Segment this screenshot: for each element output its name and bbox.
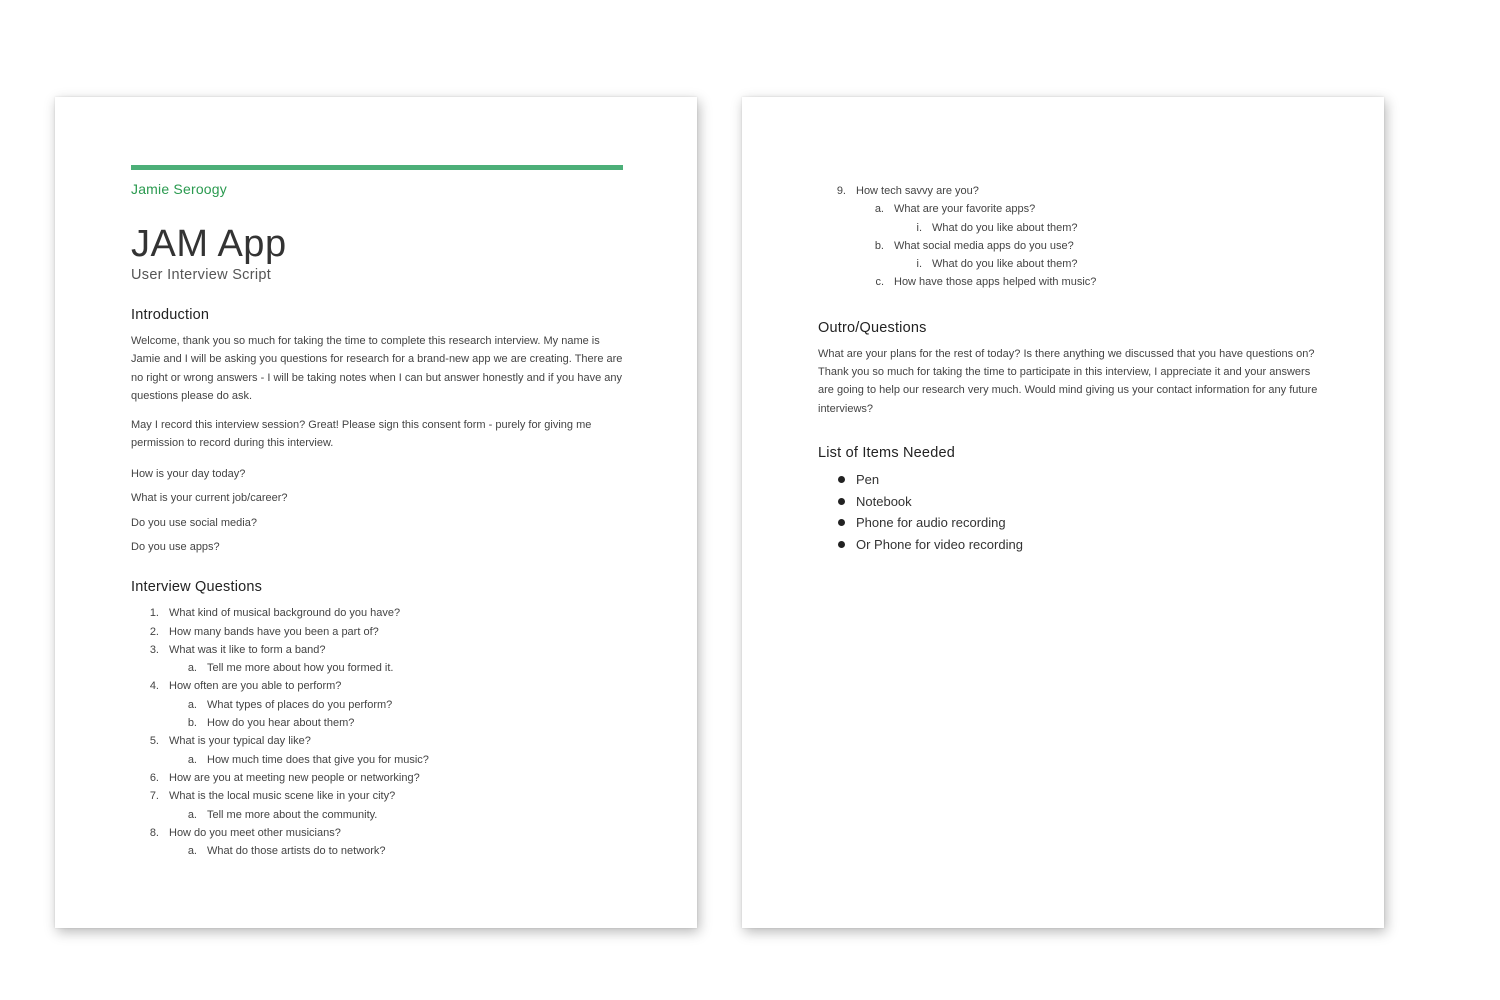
list-item-label: What are your favorite apps?: [894, 203, 1036, 216]
list-item-label: How have those apps helped with music?: [894, 276, 1097, 289]
list-item-marker: a.: [187, 698, 197, 711]
document-page-2: [742, 97, 1384, 928]
list-item-label: What was it like to form a band?: [169, 643, 326, 656]
list-item: [131, 623, 623, 641]
list-item: [131, 824, 623, 842]
list-item: [818, 512, 1318, 534]
warmup-question: Do you use apps?: [131, 541, 220, 554]
interview-questions-heading: Interview Questions: [131, 579, 263, 596]
list-item-label: How often are you able to perform?: [169, 680, 342, 693]
list-item-marker: 8.: [149, 826, 159, 839]
items-needed-heading: List of Items Needed: [818, 444, 955, 461]
list-item-label: Tell me more about the community.: [207, 808, 378, 821]
list-item-label: Pen: [856, 471, 880, 487]
list-item-label: How much time does that give you for music?: [207, 753, 429, 766]
list-item-label: What do you like about them?: [932, 221, 1078, 234]
author-name: Jamie Seroogy: [131, 181, 227, 197]
document-page-1: [55, 97, 697, 928]
list-item: [818, 182, 1318, 200]
list-item: [131, 732, 623, 750]
list-item: [131, 659, 623, 677]
list-item-label: How tech savvy are you?: [856, 185, 979, 197]
list-item: [131, 842, 623, 860]
list-item: [818, 469, 1318, 491]
list-item-marker: b.: [187, 717, 197, 730]
continued-questions-list: [818, 182, 1318, 292]
outro-paragraph: What are your plans for the rest of today? Is there anything we discussed that you have questions on? Thank you so much for taking the time to participate in this interview, I appreciate it and your answers are going to help our research very much. Would mind giving us your contact information for any future interviews?: [818, 347, 1318, 415]
document-title: JAM App: [131, 223, 287, 265]
list-item: [131, 604, 623, 622]
list-item: [818, 219, 1318, 237]
outro-heading: Outro/Questions: [818, 319, 927, 336]
list-item-label: What social media apps do you use?: [894, 239, 1074, 252]
list-item-label: Notebook: [856, 493, 912, 509]
list-item: [818, 255, 1318, 273]
list-item: [818, 534, 1318, 556]
interview-questions-list: [131, 604, 623, 860]
list-item: [818, 200, 1318, 218]
list-item-label: What is your typical day like?: [169, 735, 311, 748]
page-2-content: [818, 182, 1318, 556]
consent-paragraph: May I record this interview session? Great! Please sign this consent form - purely for giving me permission to record during this interview.: [131, 419, 592, 450]
list-item-marker: a.: [187, 753, 197, 766]
list-item-label: How do you hear about them?: [207, 717, 355, 730]
list-item: [131, 677, 623, 695]
list-item-label: Phone for audio recording: [856, 515, 1006, 531]
warmup-question: What is your current job/career?: [131, 492, 288, 505]
list-item-label: What do you like about them?: [932, 258, 1078, 271]
list-item: [131, 641, 623, 659]
list-item-marker: a.: [187, 845, 197, 858]
warmup-question: Do you use social media?: [131, 516, 257, 529]
list-item-marker: 9.: [836, 185, 846, 197]
list-item: [818, 273, 1318, 291]
list-item-marker: a.: [874, 203, 884, 216]
list-item-marker: a.: [187, 808, 197, 821]
list-item: [131, 714, 623, 732]
list-item-label: How many bands have you been a part of?: [169, 625, 379, 638]
list-item-label: Or Phone for video recording: [856, 537, 1023, 553]
list-item-marker: i.: [916, 258, 922, 271]
list-item-marker: 3.: [149, 643, 159, 656]
list-item: [818, 237, 1318, 255]
list-item-marker: 2.: [149, 625, 159, 638]
bullet-icon: [838, 541, 845, 548]
introduction-paragraph: Welcome, thank you so much for taking the time to complete this research interview. My name is Jamie and I will be asking you questions for research for a brand-new app we are creating. There are no right or wrong answers - I will be taking notes when I can but answer honestly and if you have any questions please do ask.: [131, 335, 623, 402]
list-item-marker: 7.: [149, 790, 159, 803]
list-item: [131, 806, 623, 824]
list-item: [131, 787, 623, 805]
list-item: [131, 769, 623, 787]
bullet-icon: [838, 498, 845, 505]
list-item: [818, 491, 1318, 513]
introduction-heading: Introduction: [131, 307, 210, 323]
accent-bar: [131, 165, 623, 170]
list-item-marker: i.: [916, 221, 922, 234]
list-item-label: What kind of musical background do you have?: [169, 607, 401, 620]
list-item: [131, 751, 623, 769]
list-item-marker: 6.: [149, 771, 159, 784]
list-item-label: What types of places do you perform?: [207, 698, 393, 711]
list-item-label: How are you at meeting new people or networking?: [169, 771, 420, 784]
warmup-questions: [131, 467, 623, 555]
list-item: [131, 696, 623, 714]
items-needed-list: [818, 469, 1318, 556]
list-item-label: What do those artists do to network?: [207, 845, 386, 858]
document-subtitle: User Interview Script: [131, 267, 272, 283]
list-item-marker: 4.: [149, 680, 159, 693]
list-item-marker: 5.: [149, 735, 159, 748]
warmup-question: How is your day today?: [131, 467, 246, 480]
page-1-content: [131, 165, 623, 860]
list-item-marker: c.: [875, 276, 884, 289]
list-item-marker: a.: [187, 662, 197, 675]
bullet-icon: [838, 519, 845, 526]
list-item-label: What is the local music scene like in your city?: [169, 790, 396, 803]
bullet-icon: [838, 476, 845, 483]
list-item-marker: b.: [874, 239, 884, 252]
list-item-label: How do you meet other musicians?: [169, 826, 341, 839]
list-item-label: Tell me more about how you formed it.: [207, 662, 394, 675]
list-item-marker: 1.: [149, 607, 159, 620]
